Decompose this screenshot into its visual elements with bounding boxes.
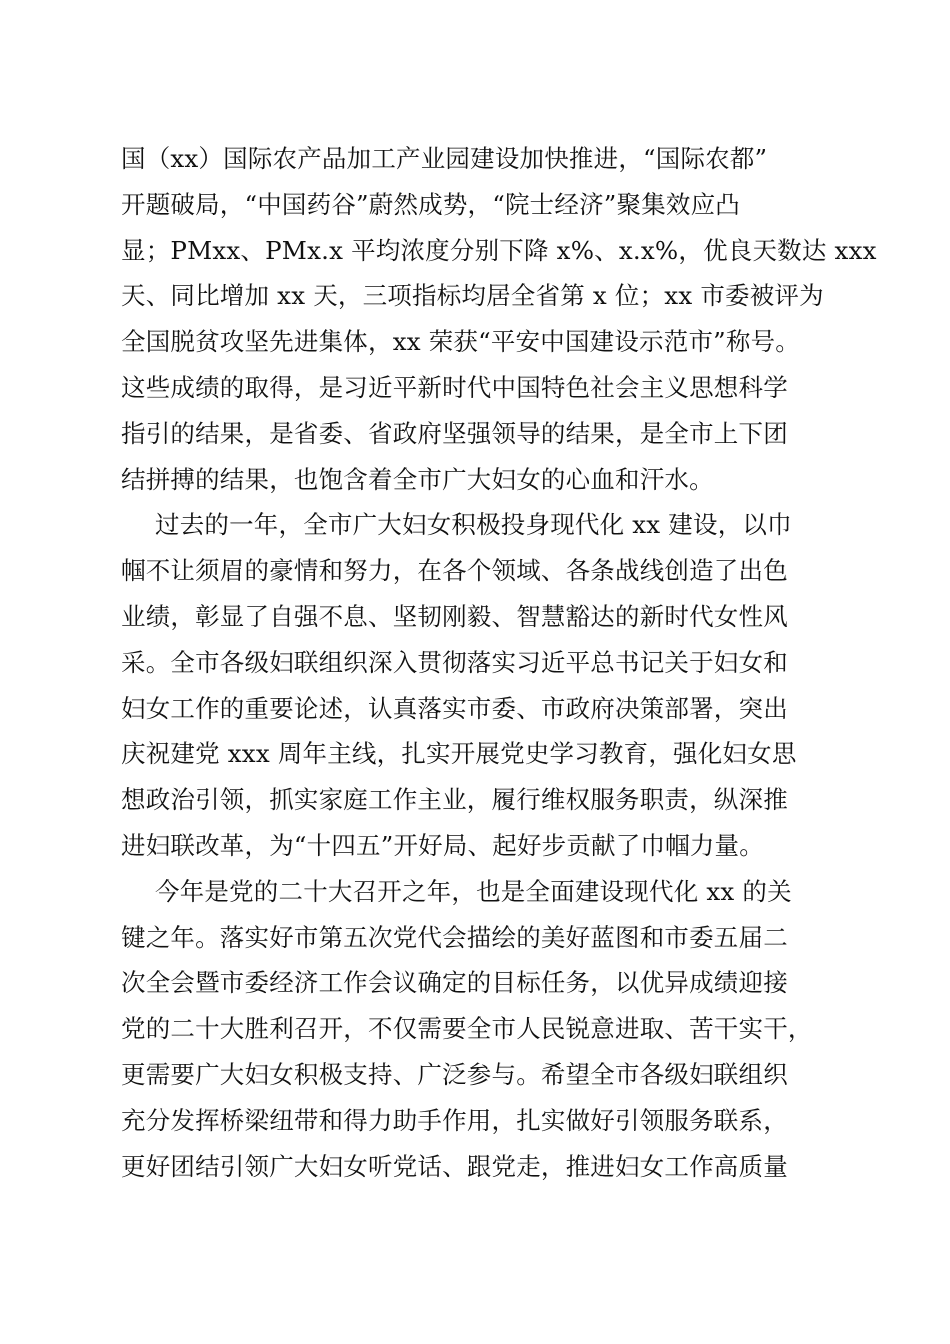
text-line: 进妇联改革，为“十四五”开好局、起好步贡献了巾帼力量。	[121, 830, 764, 860]
text-line: 业绩，彰显了自强不息、坚韧刚毅、智慧豁达的新时代女性风	[121, 601, 788, 631]
text-line: 想政治引领，抓实家庭工作主业，履行维权服务职责，纵深推	[121, 785, 788, 815]
paragraph-first-line: 过去的一年，全市广大妇女积极投身现代化 xx 建设，以巾	[155, 510, 792, 540]
text-line: 国（xx）国际农产品加工产业园建设加快推进，“国际农都”	[121, 144, 768, 173]
text-line: 党的二十大胜利召开，不仅需要全市人民锐意进取、苦干实干，	[121, 1014, 813, 1044]
text-line: 全国脱贫攻坚先进集体，xx 荣获“平安中国建设示范市”称号。	[121, 327, 800, 357]
text-line: 采。全市各级妇联组织深入贯彻落实习近平总书记关于妇女和	[121, 647, 788, 677]
text-line: 开题破局，“中国药谷”蔚然成势，“院士经济”聚集效应凸	[121, 189, 740, 219]
text-line: 帼不让须眉的豪情和努力，在各个领域、各条战线创造了出色	[121, 556, 788, 586]
text-line: 指引的结果，是省委、省政府坚强领导的结果，是全市上下团	[121, 418, 788, 448]
text-line: 键之年。落实好市第五次党代会描绘的美好蓝图和市委五届二	[121, 922, 788, 952]
text-line: 妇女工作的重要论述，认真落实市委、市政府决策部署，突出	[121, 693, 788, 723]
paragraph-first-line: 今年是党的二十大召开之年，也是全面建设现代化 xx 的关	[155, 876, 792, 906]
text-line: 更好团结引领广大妇女听党话、跟党走，推进妇女工作高质量	[121, 1151, 788, 1181]
text-line: 更需要广大妇女积极支持、广泛参与。希望全市各级妇联组织	[121, 1059, 788, 1089]
text-line: 结拼搏的结果，也饱含着全市广大妇女的心血和汗水。	[121, 464, 714, 494]
text-line: 显；PMxx、PMx.x 平均浓度分别下降 x%、x.x%，优良天数达 xxx	[121, 235, 877, 265]
text-line: 这些成绩的取得，是习近平新时代中国特色社会主义思想科学	[121, 372, 788, 402]
text-line: 充分发挥桥梁纽带和得力助手作用，扎实做好引领服务联系，	[121, 1105, 788, 1135]
text-line: 庆祝建党 xxx 周年主线，扎实开展党史学习教育，强化妇女思	[121, 739, 797, 769]
text-line: 天、同比增加 xx 天，三项指标均居全省第 x 位；xx 市委被评为	[121, 281, 824, 311]
text-line: 次全会暨市委经济工作会议确定的目标任务，以优异成绩迎接	[121, 968, 788, 998]
body-text	[121, 136, 877, 1189]
